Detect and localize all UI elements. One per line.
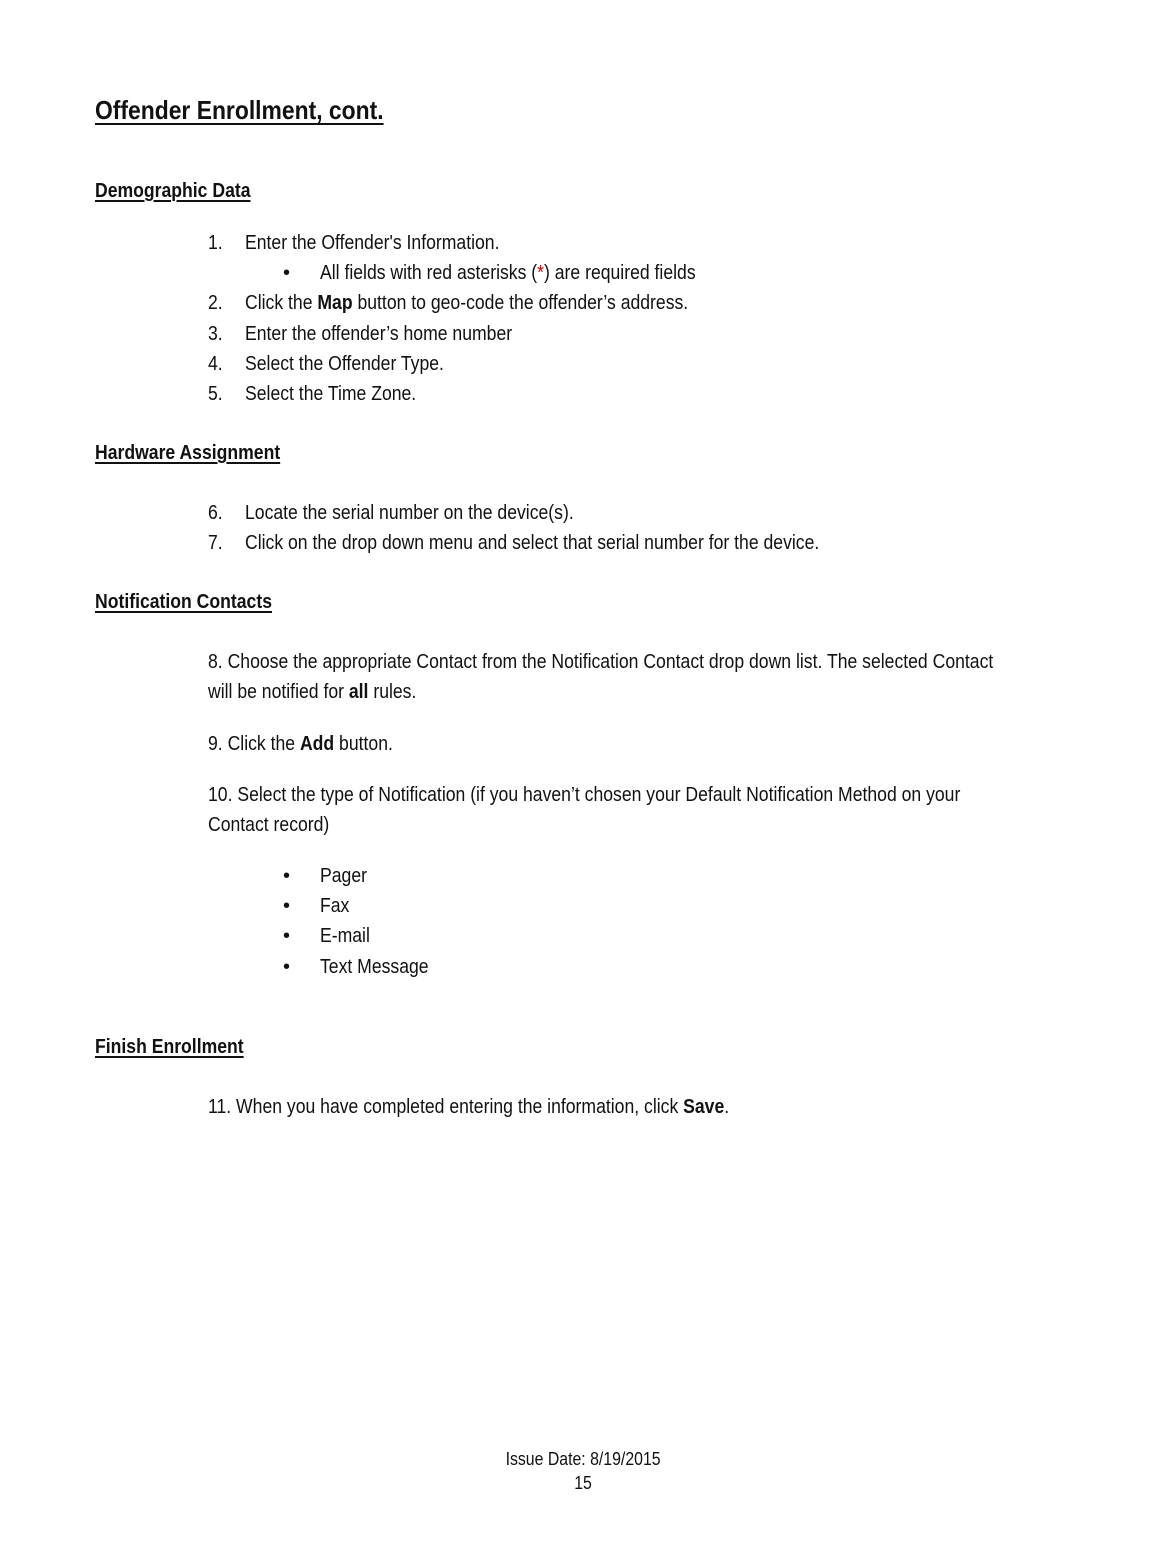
page-title: Offender Enrollment, cont.	[95, 95, 384, 125]
map-button-ref: Map	[317, 292, 353, 314]
footer-issue-date: Issue Date: 8/19/2015	[505, 1449, 661, 1469]
section-heading-hardware: Hardware Assignment	[95, 442, 281, 464]
step-number: 6.	[208, 502, 223, 524]
step-number: 3.	[208, 323, 223, 345]
section-heading-demographic: Demographic Data	[95, 180, 251, 202]
bullet-glyph: •	[283, 956, 291, 978]
section-heading-notification: Notification Contacts	[95, 591, 272, 613]
step-text: Enter the Offender's Information.	[245, 232, 500, 254]
required-fields-note: All fields with red asterisks (*) are required fields	[320, 262, 696, 284]
bullet-glyph: •	[283, 895, 291, 917]
step-number: 2.	[208, 292, 223, 314]
step-text: Select the Offender Type.	[245, 353, 444, 375]
notification-type-item: Pager	[320, 865, 367, 887]
step-10-line-2: Contact record)	[208, 814, 330, 836]
bullet-glyph: •	[283, 925, 291, 947]
step-number: 1.	[208, 232, 223, 254]
step-number: 4.	[208, 353, 223, 375]
bullet-glyph: •	[283, 865, 291, 887]
step-text: Enter the offender’s home number	[245, 323, 513, 345]
step-text: Click on the drop down menu and select that serial number for the device.	[245, 532, 820, 554]
red-asterisk: *	[537, 262, 545, 284]
step-10-line-1: 10. Select the type of Notification (if you haven’t chosen your Default Notification Method on your	[208, 784, 961, 806]
step-11: 11. When you have completed entering the information, click Save.	[208, 1096, 730, 1118]
add-button-ref: Add	[299, 733, 335, 755]
step-8-line-1: 8. Choose the appropriate Contact from the Notification Contact drop down list. The selected Contact	[208, 651, 994, 673]
notification-type-item: Text Message	[320, 956, 429, 978]
section-heading-finish: Finish Enrollment	[95, 1036, 244, 1058]
step-number: 7.	[208, 532, 223, 554]
save-button-ref: Save	[683, 1096, 725, 1118]
step-text: Locate the serial number on the device(s).	[245, 502, 574, 524]
step-text: Click the Map button to geo-code the offender’s address.	[245, 292, 689, 314]
footer-page-number: 15	[574, 1473, 592, 1493]
step-text: Select the Time Zone.	[245, 383, 417, 405]
bullet-glyph: •	[283, 262, 291, 284]
notification-type-item: E-mail	[320, 925, 370, 947]
step-number: 5.	[208, 383, 223, 405]
notification-type-item: Fax	[320, 895, 350, 917]
step-9: 9. Click the Add button.	[208, 733, 393, 755]
step-8-line-2: will be notified for all rules.	[208, 681, 417, 703]
